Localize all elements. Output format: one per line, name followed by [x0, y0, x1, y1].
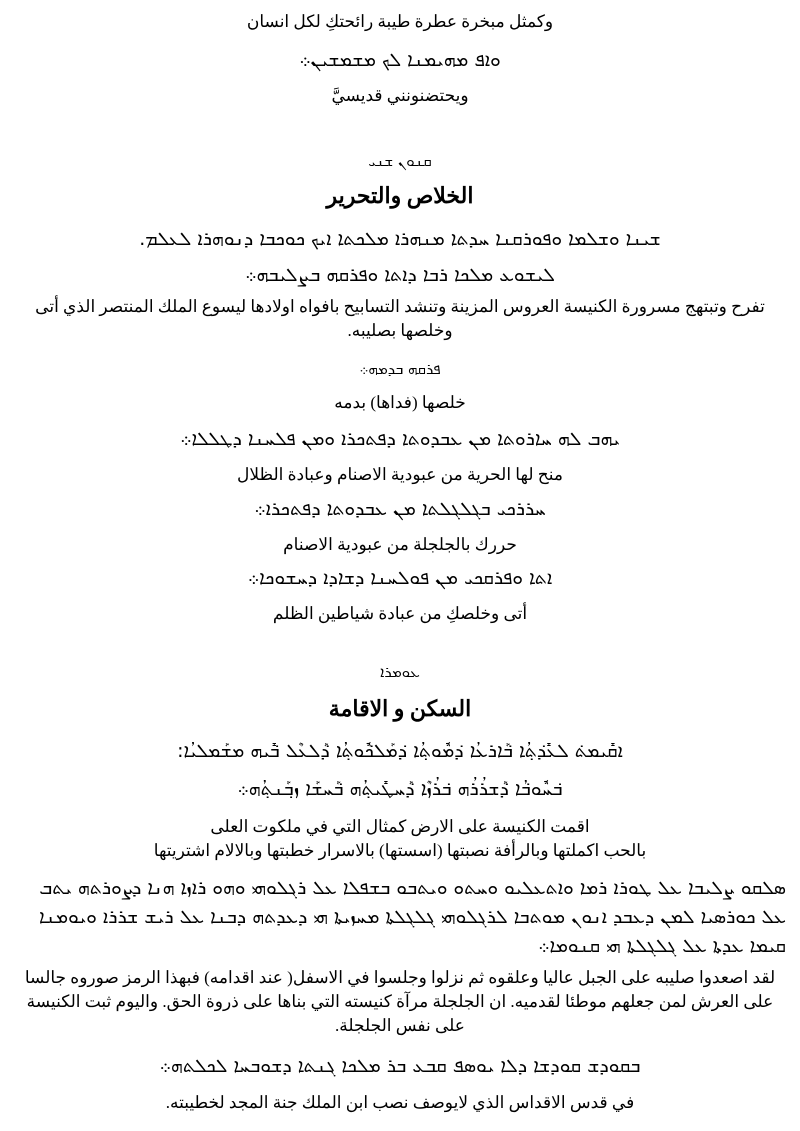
syriac-line: ܠܝܫܘܥ ܡܠܟܐ ܪܒܐ ܕܐܬܐ ܘܦܪܩܗ ܒܨܠܝܒܗ܀ — [245, 264, 555, 286]
syriac-line: ܝܗܒ ܠܗ ܚܐܪܘܬܐ ܡܢ ܥܒܕܘܬܐ ܕܦܬܟܪܐ ܘܡܢ ܦܠܚܢܐ ܕܛܠܠܐ܀ — [180, 428, 620, 450]
arabic-paragraph: تفرح وتبتهج مسرورة الكنيسة العروس المزينة وتنشد التسابيح بافواه اولادها ليسوع الملك المنتصر الذي أتى وخلصها بصليبه. — [35, 297, 765, 340]
arabic-line: في قدس الاقداس الذي لايوصف نصب ابن الملك جنة المجد لخطيبته. — [165, 1093, 635, 1112]
arabic-line: حررك بالجلجلة من عبودية الاصنام — [283, 535, 517, 554]
syriac-line: ܒܩܘܕܫ ܩܘܕܫܐ ܕܠܐ ܝܘܣܦ ܩܒܥ ܒܪ ܡܠܟܐ ܓܢܬܐ ܕܫܘܒܚܐ ܠܟܠܬܗ܀ — [159, 1055, 641, 1077]
section-title: السكن و الاقامة — [328, 696, 472, 721]
arabic-line: خلصها (فداها) بدمه — [334, 393, 466, 412]
syriac-paragraph: ܣܠܩܘ ܨܠܝܒܐ ܥܠ ܛܘܪܐ ܪܡܐ ܘܐܬܥܠܝܘ ܘܚܬܘ ܘܝܬܒܘ ܒܫܦܠܐ ܥܠ ܪܓܠܘܗܝ ܘܗܘ ܪܐܙܐ ܗܢܐ ܕܨܘܪܬܗ ܝܬܒ ܥܠ ܟܘܪܣܝܐ ܠܡܢ ܕܥܒܕ ܐܢܘܢ ܡܘܬܒܐ ܠܪܓܠܘܗܝ ܓܠܓܠܬܐ ܡܚܙܝܬܐ ܗܝ ܕܥܕܬܗ ܕܒܢܐ ܥܠ ܪܝܫ ܫܪܪܐ ܘܝܘܡܢܐ ܩܝܡܐ ܥܕܬܐ ܥܠ ܓܠܓܠܬܐ ܗܝ ܩܢܘܡܐ܀ — [38, 877, 786, 957]
arabic-line: اقمت الكنيسة على الارض كمثال التي في ملكوت العلى — [210, 817, 590, 836]
syriac-line: ܐܬܐ ܘܦܪܩܟܝ ܡܢ ܦܘܠܚܢܐ ܕܫܐܕܐ ܕܚܫܘܟܐ܀ — [247, 567, 553, 589]
section-heading-syriac: ܥܘܡܪܐ — [380, 663, 420, 681]
syriac-line: ܦܪܩܗ ܒܕܡܗ܀ — [359, 360, 441, 378]
section-title: الخلاص والتحرير — [326, 183, 474, 208]
section-heading-syriac: ܩܢܘܢ ܫܢܝ — [368, 152, 432, 170]
syriac-line: ܒ݁ܚܽܘܒ݁ܳܐ ܕ݁ܰܫܪܳܪܳܗ ܒ݁ܪܳܙܶܐ ܕ݁ܰܚܛܺܝܬ݂ܳܗ ܒ݁ܰܚܫܰܐ ܙܒ݂ܰܢܬ݂ܳܗ܀ — [237, 778, 563, 800]
arabic-paragraph: لقد اصعدوا صليبه على الجبل عاليا وعلقوه ثم نزلوا وجلسوا في الاسفل( عند اقدامه) فبهذا الرمز صوروه جالسا على العرش لمن جعلهم موطئا لقدميه. ان الجلجلة مرآة كنيسته التي بناها على ذروة الحق. واليوم ثبت الكنيسة على نفس الجلجلة. — [24, 968, 776, 1035]
syriac-line: ܫܝܢܐ ܘܫܠܡܐ ܘܦܘܪܩܢܐ ܚܕܬܐ ܡܢܗܪܐ ܡܠܟܬܐ ܐܝܟ ܟܘܟܒܐ ܕܢܘܗܪܐ ܠܥܠܡ. — [139, 228, 661, 250]
arabic-line: ويحتضنونني قديسيَّ — [331, 86, 469, 105]
syriac-line: ܚܪܪܟܝ ܒܓܠܓܠܬܐ ܡܢ ܥܒܕܘܬܐ ܕܦܬܟܪܐ܀ — [254, 498, 546, 520]
arabic-line: بالحب اكملتها وبالرأفة نصبتها (اسستها) بالاسرار خطبتها وبالالام اشتريتها — [153, 841, 647, 860]
arabic-line: أتى وخلصكِ من عبادة شياطين الظلم — [272, 604, 528, 623]
arabic-line: وكمثل مبخرة عطرة طيبة رائحتكِ لكل انسان — [246, 12, 554, 31]
syriac-line: ܐܩܺܝܡܬ݁ ܠܥܺܕ݁ܬ݂ܳܐ ܒ݁ܰܐܪܥܳܐ ܕ݁ܡܽܘܬ݂ܳܐ ܕ݁ܡܰܠܟ݁ܽܘܬ݂ܳܐ ܕ݁ܰܠܥܶܠ ܒ݁ܺܝܗ ܡܫܰܡܠܝܳܐ: — [177, 740, 623, 762]
syriac-line: ܘܐܦ ܡܗܝܡܢܐ ܠܟ ܡܫܡܫܝܢ܀ — [299, 49, 501, 71]
arabic-line: منح لها الحرية من عبودية الاصنام وعبادة الظلال — [237, 465, 563, 484]
